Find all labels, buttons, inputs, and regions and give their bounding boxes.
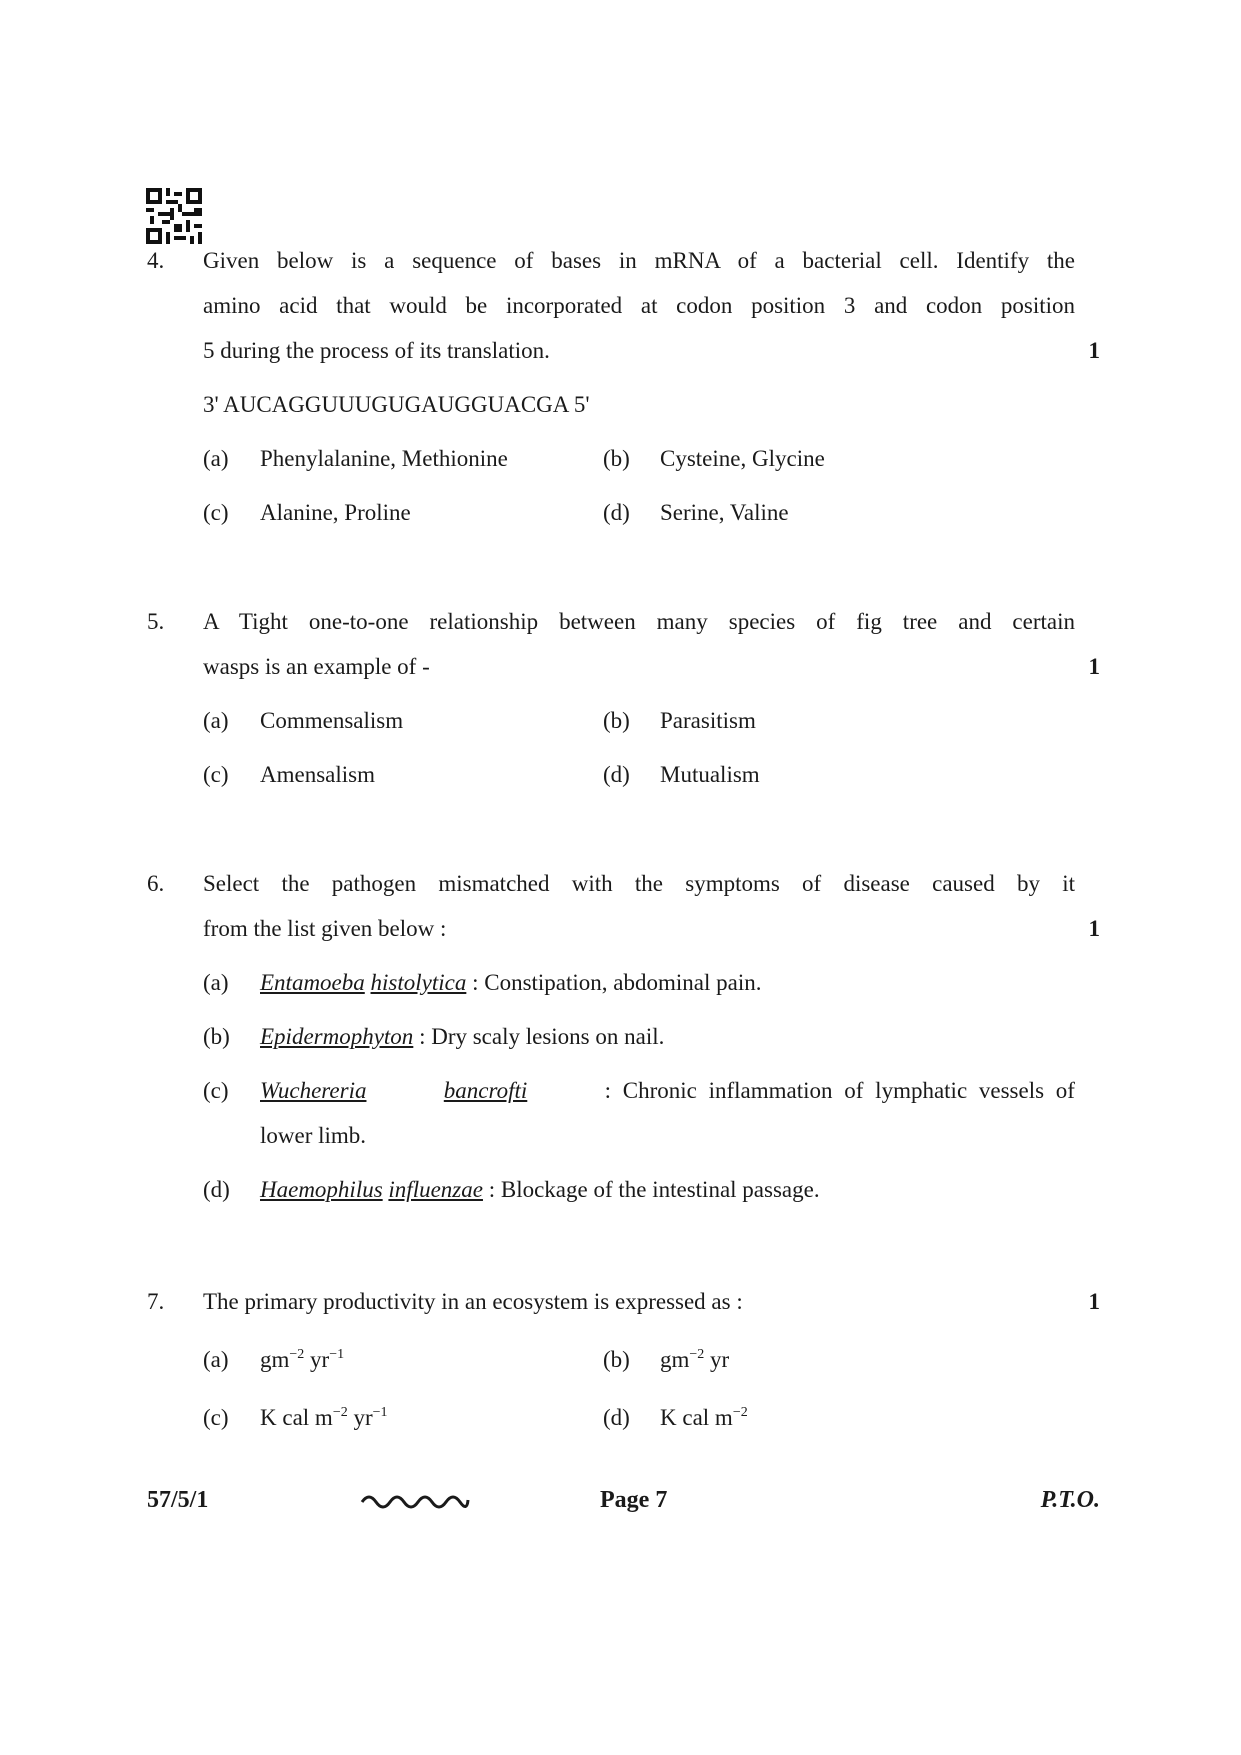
option-label: (b)	[603, 446, 630, 471]
option-label: (d)	[603, 762, 630, 787]
symptom-text: : Chronic inflammation of lymphatic vessels of	[604, 1078, 1075, 1103]
symptom-text: : Dry scaly lesions on nail.	[413, 1024, 665, 1049]
question-text-line: amino acid that would be incorporated at codon position 3 and codon position	[203, 293, 1075, 318]
please-turn-over: P.T.O.	[1040, 1487, 1100, 1513]
option-label: (a)	[203, 1347, 229, 1372]
option-label: (a)	[203, 708, 229, 733]
question-marks: 1	[1088, 338, 1100, 363]
question-text-line: Select the pathogen mismatched with the symptoms of disease caused by it	[203, 871, 1075, 896]
option-label: (b)	[603, 1347, 630, 1372]
symptom-text: : Constipation, abdominal pain.	[466, 970, 762, 995]
option-label: (d)	[203, 1177, 230, 1202]
qr-code-icon	[146, 188, 202, 244]
species-name: histolytica	[370, 970, 467, 995]
unit-part: yr	[347, 1405, 373, 1430]
option-label: (c)	[203, 762, 229, 787]
question-number: 7.	[147, 1289, 165, 1314]
option-d: Serine, Valine	[660, 500, 789, 525]
option-b	[660, 1345, 729, 1375]
option-label: (a)	[203, 446, 229, 471]
question-text-line: from the list given below :	[203, 916, 447, 941]
option-a: Commensalism	[260, 708, 404, 733]
question-marks: 1	[1088, 1289, 1100, 1314]
option-label: (d)	[603, 1405, 630, 1430]
unit-part: yr	[304, 1347, 330, 1372]
option-label: (c)	[203, 500, 229, 525]
genus-name: Entamoeba	[260, 970, 365, 995]
question-number: 4.	[147, 248, 165, 273]
symptom-text: : Blockage of the intestinal passage.	[482, 1177, 820, 1202]
exponent: −2	[689, 1347, 705, 1362]
option-c: Amensalism	[260, 762, 375, 787]
mrna-sequence: 3' AUCAGGUUUGUGAUGGUACGA 5'	[203, 392, 590, 417]
option-label: (c)	[203, 1078, 229, 1103]
option-c	[260, 1403, 388, 1433]
option-d: Mutualism	[660, 762, 760, 787]
option-b: Cysteine, Glycine	[660, 446, 825, 471]
option-d	[660, 1403, 748, 1433]
option-a	[260, 968, 761, 998]
option-b	[260, 1022, 664, 1052]
option-c-continuation: lower limb.	[260, 1123, 367, 1148]
genus-name: Wuchereria	[260, 1078, 367, 1103]
option-c: Alanine, Proline	[260, 500, 411, 525]
unit-part: K cal m	[260, 1405, 333, 1430]
question-number: 5.	[147, 609, 165, 634]
question-text-line: Given below is a sequence of bases in mRNA of a bacterial cell. Identify the	[203, 248, 1075, 273]
option-label: (c)	[203, 1405, 229, 1430]
question-text-line: A Tight one-to-one relationship between many species of fig tree and certain	[203, 609, 1075, 634]
wave-ornament-icon	[360, 1490, 470, 1512]
question-marks: 1	[1088, 916, 1100, 941]
option-d	[260, 1175, 820, 1205]
option-c	[260, 1076, 1075, 1106]
option-b: Parasitism	[660, 708, 756, 733]
unit-part: yr	[704, 1347, 730, 1372]
exponent: −2	[289, 1347, 305, 1362]
species-name: influenzae	[388, 1177, 483, 1202]
option-label: (b)	[603, 708, 630, 733]
option-a: Phenylalanine, Methionine	[260, 446, 508, 471]
genus-name: Epidermophyton	[260, 1024, 414, 1049]
exponent: −2	[332, 1405, 348, 1420]
species-name: bancrofti	[443, 1078, 528, 1103]
exponent: −2	[732, 1405, 748, 1420]
option-a	[260, 1345, 344, 1375]
option-label: (d)	[603, 500, 630, 525]
option-label: (b)	[203, 1024, 230, 1049]
question-number: 6.	[147, 871, 165, 896]
paper-code: 57/5/1	[147, 1487, 209, 1513]
exponent: −1	[372, 1405, 388, 1420]
unit-part: gm	[260, 1347, 290, 1372]
option-label: (a)	[203, 970, 229, 995]
question-text-line: 5 during the process of its translation.	[203, 338, 550, 363]
page-number: Page 7	[600, 1487, 668, 1513]
exponent: −1	[329, 1347, 345, 1362]
question-text-line: The primary productivity in an ecosystem is expressed as :	[203, 1289, 743, 1314]
question-text-line: wasps is an example of -	[203, 654, 430, 679]
question-marks: 1	[1088, 654, 1100, 679]
genus-name: Haemophilus	[260, 1177, 383, 1202]
unit-part: gm	[660, 1347, 690, 1372]
unit-part: K cal m	[660, 1405, 733, 1430]
